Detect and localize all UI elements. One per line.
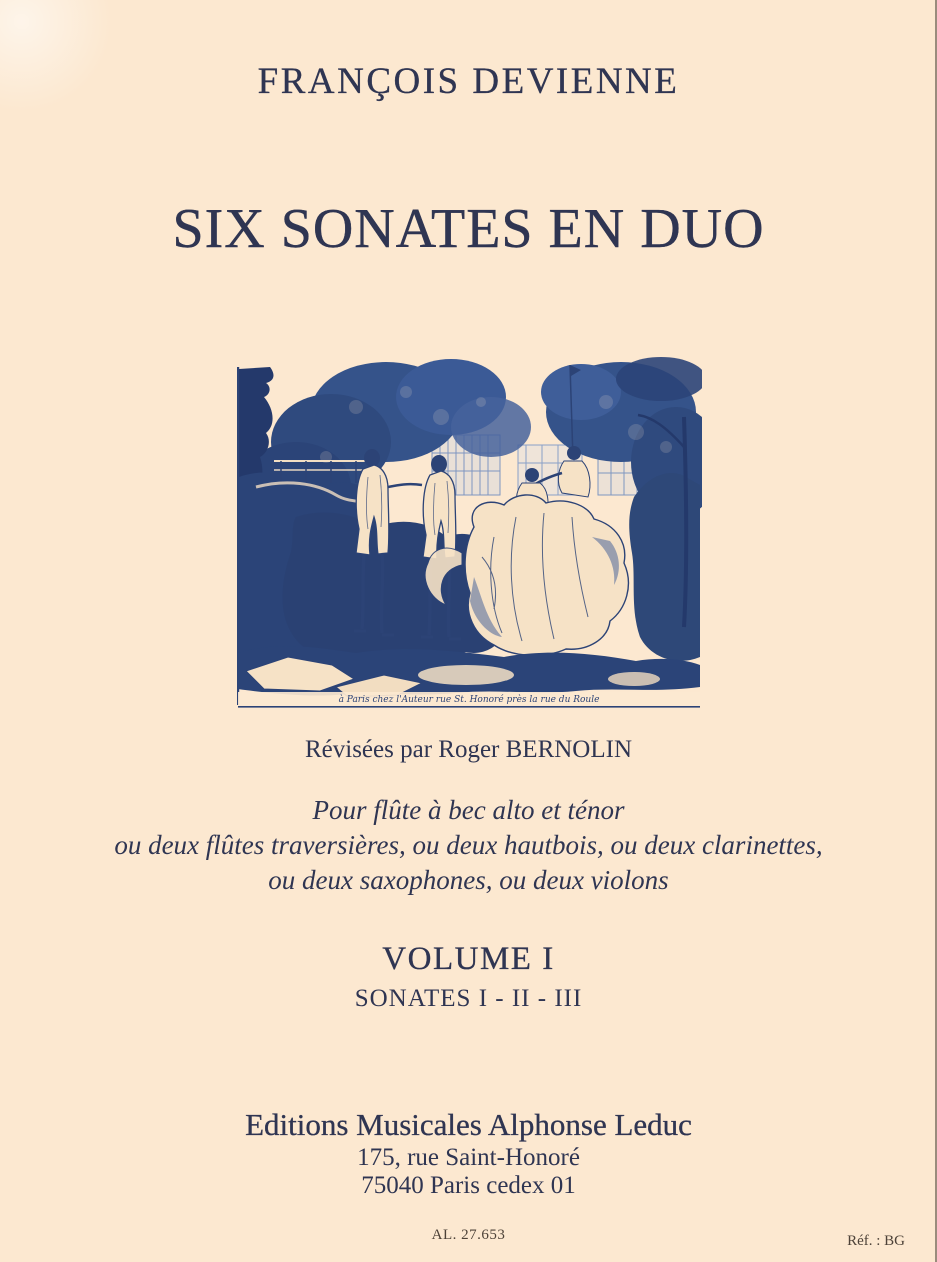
engraving-foreground <box>238 646 700 697</box>
engraving-border-line <box>238 706 700 708</box>
reference-code: Réf. : BG <box>847 1233 905 1249</box>
publisher-name: Editions Musicales Alphonse Leduc <box>245 1107 692 1142</box>
volume-title: VOLUME I <box>382 941 555 977</box>
revision-credit: Révisées par Roger BERNOLIN <box>304 736 632 763</box>
engraving-caption: à Paris chez l'Auteur rue St. Honoré près la rue du Roule <box>338 695 600 705</box>
page-title: SIX SONATES EN DUO <box>172 198 765 260</box>
instrumentation-block <box>0 793 937 898</box>
catalog-number: AL. 27.653 <box>431 1227 506 1243</box>
instrumentation-line-1: Pour flûte à bec alto et ténor <box>312 795 625 825</box>
instrumentation-line-2: ou deux flûtes traversières, ou deux hautbois, ou deux clarinettes, <box>114 830 823 860</box>
volume-sonatas: SONATES I - II - III <box>354 985 583 1012</box>
publisher-address-2: 75040 Paris cedex 01 <box>361 1172 576 1199</box>
instrumentation-line-3: ou deux saxophones, ou deux violons <box>268 865 669 895</box>
engraving-illustration <box>236 357 702 709</box>
composer-name: FRANÇOIS DEVIENNE <box>257 61 680 102</box>
cover-engraving <box>236 357 702 709</box>
publisher-address-1: 175, rue Saint-Honoré <box>357 1144 580 1171</box>
